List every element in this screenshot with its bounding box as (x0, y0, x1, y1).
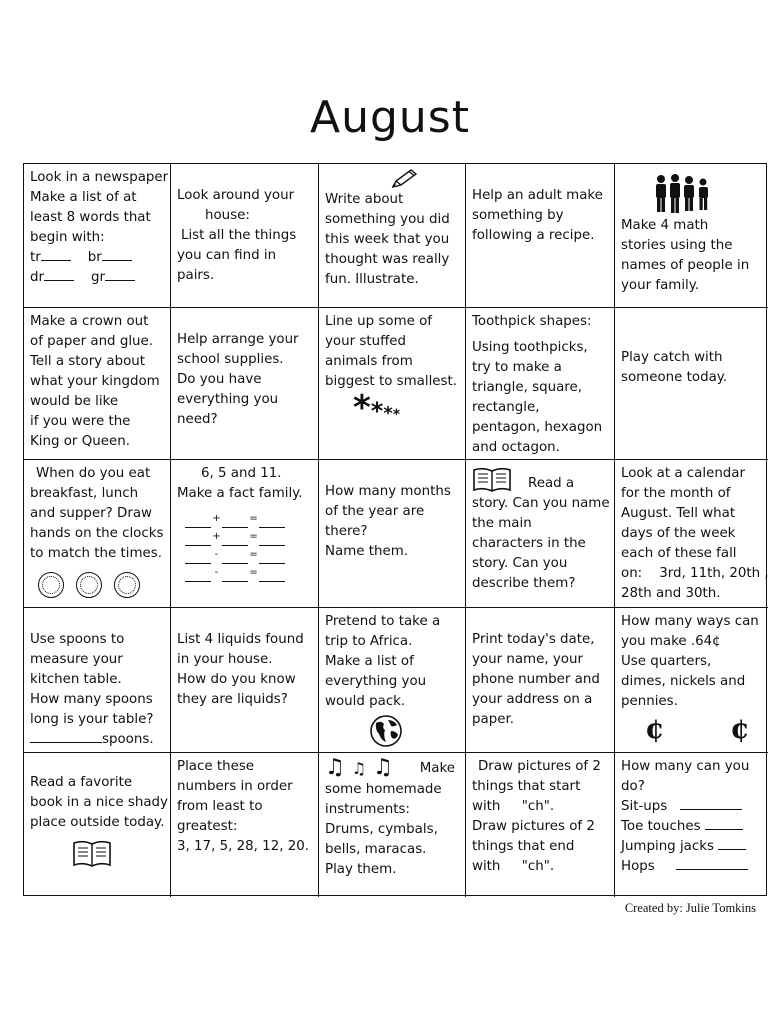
book-heading (472, 466, 608, 494)
fill-in-blank (680, 797, 742, 810)
text-line: Draw pictures of 2 (472, 819, 595, 834)
text-line: When do you eat (36, 466, 151, 481)
operator: = (249, 549, 258, 560)
text-line: Draw pictures of 2 (478, 759, 601, 774)
text-line: of paper and glue. (30, 334, 154, 349)
fact-row (185, 546, 285, 564)
cent-symbols: ¢ ¢ (645, 712, 778, 745)
text-line: some homemade (325, 782, 442, 797)
text-line: if you were the (30, 414, 131, 429)
text-line: How many ways can (621, 614, 759, 629)
date-value: 3rd, (659, 566, 686, 581)
clock-icon (38, 572, 64, 598)
text-line: bells, maracas. (325, 842, 427, 857)
text-line: Look at a calendar (621, 466, 746, 481)
text-line: trip to Africa. (325, 634, 413, 649)
text-line: Help arrange your (177, 332, 299, 347)
text-line: long is your table? (30, 712, 154, 727)
cell-r4c3 (319, 608, 466, 753)
cell-r1c1 (24, 164, 171, 308)
text-line: following a recipe. (472, 228, 595, 243)
date-value: , (764, 566, 769, 581)
text-line: in your house. (177, 652, 273, 667)
cell-r4c5 (615, 608, 778, 753)
text-line: from least to (177, 799, 263, 814)
text-line: pennies. (621, 694, 678, 709)
blank-label: dr (30, 270, 45, 285)
text-line: Read a favorite (30, 775, 133, 790)
fill-in-blank (44, 268, 74, 281)
text-line: Tell a story about (30, 354, 146, 369)
text-line: school supplies. (177, 352, 284, 367)
exercise-row (621, 837, 762, 857)
fill-in-blank (41, 248, 71, 261)
fill-in-blank (676, 857, 748, 870)
cell-r5c4 (466, 753, 615, 897)
operator: = (249, 513, 258, 524)
cell-r3c5 (615, 460, 768, 608)
text-line: paper. (472, 712, 514, 727)
fill-in-blank (705, 817, 743, 830)
cell-r1c3 (319, 164, 466, 308)
author-credit: Created by: Julie Tomkins (624, 901, 756, 915)
exercise-label: Sit-ups (621, 799, 668, 814)
blank-label: gr (91, 270, 106, 285)
text-line: Make a list of at (30, 190, 137, 205)
blank-row (30, 248, 164, 268)
text-line: measure your (30, 652, 123, 667)
cell-r4c2 (171, 608, 319, 753)
date-value: 11th, (690, 566, 726, 581)
text-line: Use spoons to (30, 632, 125, 647)
text-line: greatest: (177, 819, 238, 834)
operator: = (249, 567, 258, 578)
page-title: August (310, 92, 470, 143)
blank-row (30, 268, 164, 288)
cell-r5c5 (615, 753, 768, 897)
clock-row (38, 572, 164, 598)
fact-row (185, 510, 285, 528)
fill-in-blank (718, 837, 746, 850)
cell-r3c4 (466, 460, 615, 608)
text-line: least 8 words that (30, 210, 151, 225)
text-line: Use quarters, (621, 654, 712, 669)
fact-row (185, 528, 285, 546)
text-line: breakfast, lunch (30, 486, 139, 501)
text-line: How many spoons (30, 692, 153, 707)
exercise-row (621, 817, 762, 837)
text-line: with "ch". (472, 859, 555, 874)
activity-calendar-grid (23, 163, 778, 896)
text-line: stories using the (621, 238, 733, 253)
text-line: need? (177, 412, 218, 427)
exercise-label: Hops (621, 859, 655, 874)
clock-icon (114, 572, 140, 598)
operator: - (214, 567, 219, 578)
text-line: 28th and 30th. (621, 586, 721, 601)
text-line: 6, 5 and 11. (201, 466, 282, 481)
text-line: List all the things (181, 228, 297, 243)
text-line: dimes, nickels and (621, 674, 746, 689)
text-line: your family. (621, 278, 700, 293)
text-line: fun. Illustrate. (325, 272, 419, 287)
exercise-label: Jumping jacks (621, 839, 714, 854)
text-line: Look around your (177, 188, 295, 203)
text-line: characters in the (472, 536, 586, 551)
text-line: this week that you (325, 232, 450, 247)
text-line: story. Can you name (472, 496, 610, 511)
text-line: begin with: (30, 230, 105, 245)
text-line: King or Queen. (30, 434, 130, 449)
text-line: everything you (325, 674, 427, 689)
music-notes-icon: ♫ ♫ ♫ (325, 755, 393, 780)
fact-row (185, 564, 285, 582)
text-line: for the month of (621, 486, 731, 501)
text-line: Make (419, 760, 455, 776)
text-line: triangle, square, (472, 380, 583, 395)
cell-r2c2 (171, 308, 319, 460)
text-line: names of people in (621, 258, 750, 273)
text-line: List 4 liquids found (177, 632, 304, 647)
text-line: describe them? (472, 576, 576, 591)
text-line: Pretend to take a (325, 614, 441, 629)
text-line: Write about (325, 192, 404, 207)
text-line: biggest to smallest. (325, 374, 458, 389)
cell-r4c1 (24, 608, 171, 753)
exercise-label: Toe touches (621, 819, 701, 834)
operator: = (249, 531, 258, 542)
text-line: Print today's date, (472, 632, 595, 647)
text-line: things that end (472, 839, 575, 854)
text-line: 3, 17, 5, 28, 12, 20. (177, 839, 310, 854)
text-line: book in a nice shady (30, 795, 168, 810)
cell-r5c1 (24, 753, 171, 897)
text-line: something you did (325, 212, 450, 227)
text-line: Do you have (177, 372, 262, 387)
operator: - (214, 549, 219, 560)
fill-in-blank (102, 248, 132, 261)
text-line: Play them. (325, 862, 397, 877)
text-line: of the year are (325, 504, 425, 519)
cell-r4c4 (466, 608, 615, 753)
text-line: things that start (472, 779, 581, 794)
text-line: How many months (325, 484, 451, 499)
text-line: spoons. (102, 732, 154, 747)
text-line: house: (205, 208, 250, 223)
text-line: would be like (30, 394, 119, 409)
text-line: Toothpick shapes: (472, 314, 592, 329)
text-line: you make .64¢ (621, 634, 721, 649)
cell-r2c3 (319, 308, 466, 460)
text-line: Place these (177, 759, 255, 774)
text-line: someone today. (621, 370, 728, 385)
text-line: you can find in (177, 248, 277, 263)
text-line: How do you know (177, 672, 296, 687)
date-value: 20th (729, 566, 761, 581)
text-line: How many can you (621, 759, 750, 774)
cell-r2c4 (466, 308, 615, 460)
text-line: Read a (528, 476, 575, 491)
cell-r5c3 (319, 753, 466, 897)
text-line: Make a fact family. (177, 486, 303, 501)
cell-r3c2 (171, 460, 319, 608)
text-line: Line up some of (325, 314, 433, 329)
text-line: days of the week (621, 526, 736, 541)
book-icon (472, 466, 512, 494)
text-line: Look in a newspaper (30, 170, 169, 185)
fill-in-blank (105, 268, 135, 281)
text-line: your address on a (472, 692, 593, 707)
clock-icon (76, 572, 102, 598)
text-line: on: (621, 566, 643, 581)
text-line: and octagon. (472, 440, 560, 455)
text-line: with "ch". (472, 799, 555, 814)
text-line: place outside today. (30, 815, 165, 830)
globe-icon (369, 714, 403, 748)
text-line: rectangle, (472, 400, 540, 415)
text-line: and supper? Draw (30, 506, 152, 521)
operator: + (212, 531, 221, 542)
cell-r5c2 (171, 753, 319, 897)
text-line: Play catch with (621, 350, 723, 365)
cell-r1c4 (466, 164, 615, 308)
text-line: August. Tell what (621, 506, 736, 521)
text-line: hands on the clocks (30, 526, 164, 541)
cell-r1c5 (615, 164, 768, 308)
text-line: to match the times. (30, 546, 163, 561)
text-line: Drums, cymbals, (325, 822, 438, 837)
text-line: your name, your (472, 652, 583, 667)
pencil-icon (389, 168, 419, 190)
text-line: pentagon, hexagon (472, 420, 603, 435)
blank-label: br (87, 250, 102, 265)
exercise-row (621, 857, 762, 877)
text-line: pairs. (177, 268, 215, 283)
text-line: instruments: (325, 802, 410, 817)
fill-in-blank (30, 730, 102, 743)
text-line: each of these fall (621, 546, 737, 561)
text-line: the main (472, 516, 532, 531)
music-heading (325, 757, 459, 780)
fact-family-blanks (185, 510, 285, 582)
cell-r3c1 (24, 460, 171, 608)
text-line: they are liquids? (177, 692, 288, 707)
text-line: try to make a (472, 360, 562, 375)
text-line: what your kingdom (30, 374, 160, 389)
cell-r2c5 (615, 308, 768, 460)
text-line: everything you (177, 392, 279, 407)
text-line: phone number and (472, 672, 600, 687)
book-icon (72, 839, 112, 869)
cell-r2c1 (24, 308, 171, 460)
text-line: story. Can you (472, 556, 568, 571)
cell-r3c3 (319, 460, 466, 608)
text-line: Help an adult make (472, 188, 603, 203)
text-line: thought was really (325, 252, 450, 267)
answer-line (30, 730, 164, 750)
family-icon (653, 174, 713, 216)
text-line: Make a list of (325, 654, 414, 669)
blank-label: tr (30, 250, 41, 265)
text-line: kitchen table. (30, 672, 122, 687)
text-line: Make a crown out (30, 314, 149, 329)
text-line: Name them. (325, 544, 409, 559)
text-line: animals from (325, 354, 413, 369)
text-line: Using toothpicks, (472, 340, 588, 355)
stars-decoration: **** (353, 388, 401, 428)
text-line: Make 4 math (621, 218, 709, 233)
exercise-row (621, 797, 762, 817)
text-line: your stuffed (325, 334, 407, 349)
cell-r1c2 (171, 164, 319, 308)
dates-line (621, 564, 769, 584)
text-line: do? (621, 779, 645, 794)
text-line: numbers in order (177, 779, 293, 794)
text-line: something by (472, 208, 564, 223)
text-line: there? (325, 524, 368, 539)
text-line: would pack. (325, 694, 406, 709)
operator: + (212, 513, 221, 524)
